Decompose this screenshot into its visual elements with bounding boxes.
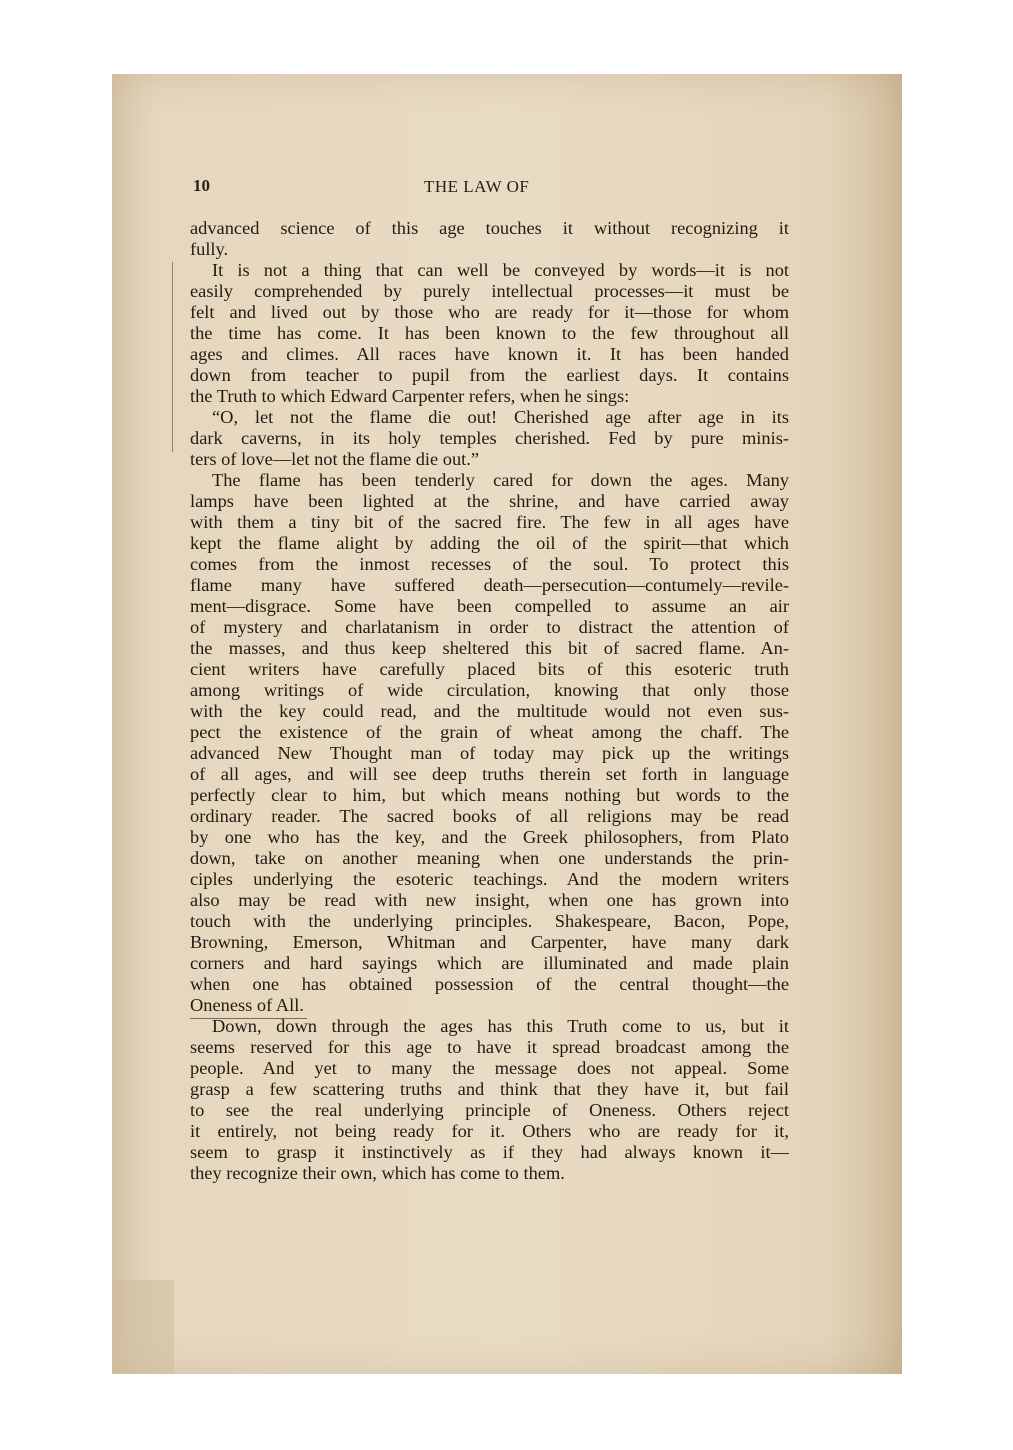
text-line: seem to grasp it instinctively as if they had always known it— [190, 1142, 789, 1162]
text-line: fully. [190, 239, 229, 259]
page-number: 10 [193, 176, 210, 195]
text-line: among writings of wide circulation, knowing that only those [190, 680, 789, 700]
text-line: lamps have been lighted at the shrine, and have carried away [190, 491, 789, 511]
text-line: of mystery and charlatanism in order to distract the attention of [190, 617, 789, 637]
text-line: ters of love—let not the flame die out.” [190, 449, 480, 469]
text-line: corners and hard sayings which are illuminated and made plain [190, 953, 789, 973]
text-line: down, take on another meaning when one understands the prin- [190, 848, 789, 868]
text-line: also may be read with new insight, when one has grown into [190, 890, 789, 910]
body-text [190, 218, 789, 1184]
text-line: Down, down through the ages has this Truth come to us, but it [212, 1016, 789, 1036]
text-line: it entirely, not being ready for it. Others who are ready for it, [190, 1121, 789, 1141]
text-line: flame many have suffered death—persecution—contumely—revile- [190, 575, 789, 595]
text-line: to see the real underlying principle of Oneness. Others reject [190, 1100, 789, 1120]
text-line: It is not a thing that can well be conveyed by words—it is not [212, 260, 789, 280]
paper-stain [112, 1280, 174, 1374]
running-title: THE LAW OF [424, 177, 530, 196]
text-line: advanced New Thought man of today may pick up the writings [190, 743, 789, 763]
text-line: felt and lived out by those who are ready for it—those for whom [190, 302, 789, 322]
text-line: seems reserved for this age to have it spread broadcast among the [190, 1037, 789, 1057]
text-line: ages and climes. All races have known it. It has been handed [190, 344, 789, 364]
text-line: of all ages, and will see deep truths therein set forth in language [190, 764, 789, 784]
text-line: advanced science of this age touches it without recognizing it [190, 218, 789, 238]
text-line: cient writers have carefully placed bits of this esoteric truth [190, 659, 789, 679]
text-line: The flame has been tenderly cared for down the ages. Many [212, 470, 789, 490]
text-line: with them a tiny bit of the sacred fire. The few in all ages have [190, 512, 789, 532]
text-line: Oneness of All. [190, 995, 304, 1015]
text-line: comes from the inmost recesses of the soul. To protect this [190, 554, 789, 574]
text-line: they recognize their own, which has come to them. [190, 1163, 565, 1183]
text-line: “O, let not the flame die out! Cherished age after age in its [212, 407, 789, 427]
text-line: people. And yet to many the message does not appeal. Some [190, 1058, 789, 1078]
text-line: dark caverns, in its holy temples cherished. Fed by pure minis- [190, 428, 789, 448]
text-line: kept the flame alight by adding the oil of the spirit—that which [190, 533, 789, 553]
text-line: Browning, Emerson, Whitman and Carpenter, have many dark [190, 932, 789, 952]
text-line: down from teacher to pupil from the earliest days. It contains [190, 365, 789, 385]
text-line: ordinary reader. The sacred books of all religions may be read [190, 806, 789, 826]
text-line: the time has come. It has been known to the few throughout all [190, 323, 789, 343]
text-line: grasp a few scattering truths and think that they have it, but fail [190, 1079, 789, 1099]
text-line: touch with the underlying principles. Shakespeare, Bacon, Pope, [190, 911, 789, 931]
page-header [190, 176, 790, 202]
text-line: the masses, and thus keep sheltered this bit of sacred flame. An- [190, 638, 789, 658]
margin-pencil-mark [172, 262, 176, 452]
text-line: easily comprehended by purely intellectual processes—it must be [190, 281, 789, 301]
text-line: with the key could read, and the multitude would not even sus- [190, 701, 789, 721]
text-line: ment—disgrace. Some have been compelled to assume an air [190, 596, 789, 616]
text-line: by one who has the key, and the Greek philosophers, from Plato [190, 827, 789, 847]
text-line: the Truth to which Edward Carpenter refers, when he sings: [190, 386, 630, 406]
text-line: ciples underlying the esoteric teachings. And the modern writers [190, 869, 789, 889]
text-line: pect the existence of the grain of wheat among the chaff. The [190, 722, 789, 742]
text-line: when one has obtained possession of the central thought—the [190, 974, 789, 994]
text-line: perfectly clear to him, but which means nothing but words to the [190, 785, 789, 805]
